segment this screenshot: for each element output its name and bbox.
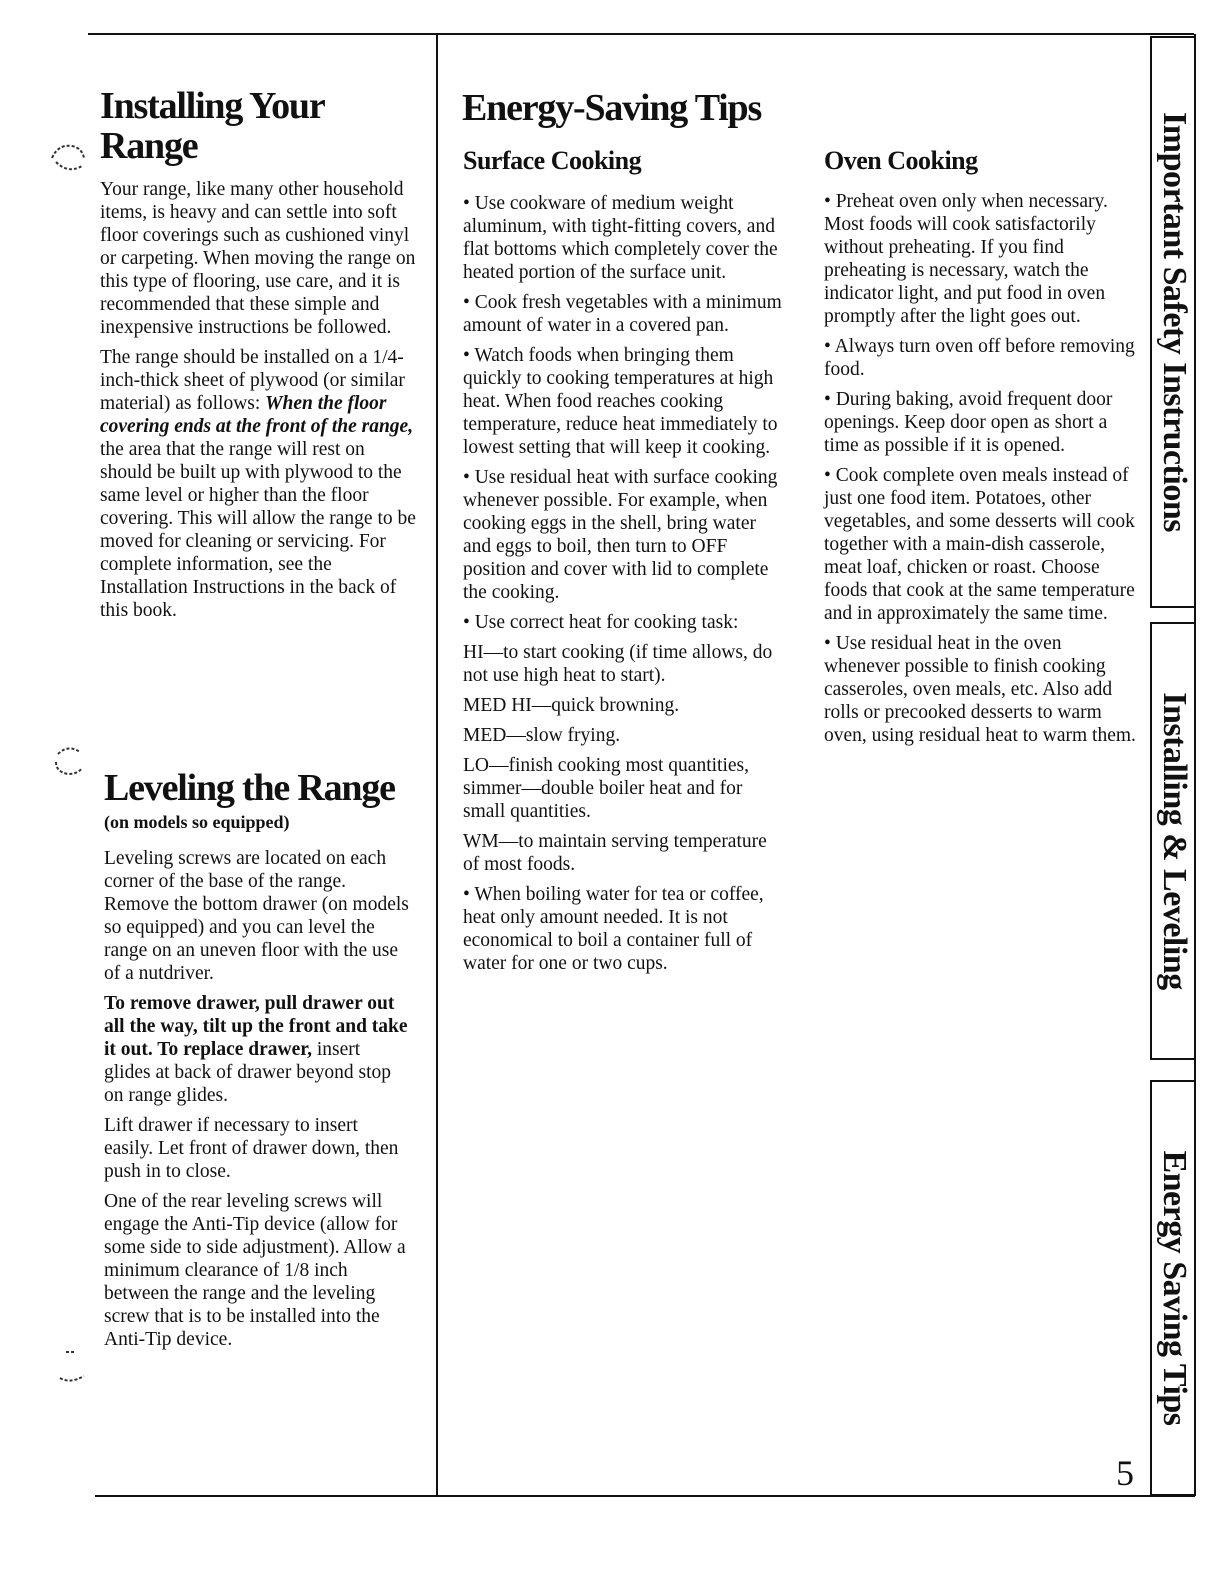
tab-installing-leveling[interactable]: Installing & Leveling — [1150, 622, 1196, 1060]
surface-tip: • Use correct heat for cooking task: — [463, 612, 739, 633]
heat-setting-med: MED—slow frying. — [463, 725, 621, 746]
range-icon — [56, 1346, 90, 1391]
column-divider — [436, 34, 438, 1496]
surface-tip: • When boiling water for tea or coffee, heat only amount needed. It is not economical to boil a container full of water for one or two cups. — [463, 884, 764, 974]
oven-tip: • Cook complete oven meals instead of just one food item. Potatoes, other vegetables, and some desserts will cook together with a main-dish casserole, meat loaf, chicken or roast. Choose foods that cook at the same temperature and in approximately the same time. — [824, 465, 1135, 624]
heat-setting-hi: HI—to start cooking (if time allows, do not use high heat to start). — [463, 642, 773, 686]
installing-para-1: Your range, like many other household items, is heavy and can settle into soft floor coverings such as cushioned vinyl or carpeting. When moving the range on this type of flooring, use care, and it is recommended that these simple and inexpensive instructions be followed. — [100, 179, 416, 338]
leveling-para-3: Lift drawer if necessary to insert easily. Let front of drawer down, then push in to close. — [104, 1115, 399, 1182]
tab-important-safety[interactable]: Important Safety Instructions — [1150, 36, 1196, 608]
oven-cooking-section — [824, 146, 1136, 754]
leveling-subtitle: (on models so equipped) — [104, 812, 290, 832]
surface-tip: • Cook fresh vegetables with a minimum amount of water in a covered pan. — [463, 292, 782, 336]
page-number: 5 — [1116, 1453, 1134, 1493]
surface-cooking-section — [463, 146, 783, 982]
installing-section — [100, 86, 418, 629]
heat-setting-lo: LO—finish cooking most quantities, simmer—double boiler heat and for small quantities. — [463, 755, 749, 822]
range-icon — [50, 742, 90, 787]
leveling-section — [104, 766, 410, 1358]
oven-tip: • During baking, avoid frequent door openings. Keep door open as short a time as possible if it is opened. — [824, 389, 1113, 456]
oven-cooking-heading: Oven Cooking — [824, 146, 978, 175]
surface-tip: • Use cookware of medium weight aluminum, with tight-fitting covers, and flat bottoms which completely cover the heated portion of the surface unit. — [463, 193, 778, 283]
range-icon — [46, 140, 92, 185]
surface-tip: • Use residual heat with surface cooking whenever possible. For example, when cooking eggs in the shell, bring water and eggs to boil, then turn to OFF position and cover with lid to complete the cooking. — [463, 467, 778, 603]
oven-tip: • Use residual heat in the oven whenever possible to finish cooking casseroles, oven meals, etc. Also add rolls or precooked desserts to warm oven, using residual heat to warm them. — [824, 633, 1136, 746]
leveling-para-2: To remove drawer, pull drawer out all the way, tilt up the front and take it out. To replace drawer, insert glides at back of drawer beyond stop on range glides. — [104, 993, 408, 1106]
leveling-title: Leveling the Range — [104, 767, 395, 809]
leveling-para-4: One of the rear leveling screws will engage the Anti-Tip device (allow for some side to side adjustment). Allow a minimum clearance of 1/8 inch between the range and the leveling screw that is to be installed into the Anti-Tip device. — [104, 1191, 406, 1350]
surface-cooking-heading: Surface Cooking — [463, 146, 642, 175]
tab-energy-saving[interactable]: Energy Saving Tips — [1150, 1080, 1196, 1496]
oven-tip: • Always turn oven off before removing food. — [824, 336, 1135, 380]
installing-para-2: The range should be installed on a 1/4-inch-thick sheet of plywood (or similar material) as follows: When the floor covering ends at the front of the range, the area that the range will rest on should be built up with plywood to the same level or higher than the floor covering. This will allow the range to be moved for cleaning or servicing. For complete information, see the Installation Instructions in the back of this book. — [100, 347, 416, 621]
leveling-para-1: Leveling screws are located on each corner of the base of the range. Remove the bottom drawer (on models so equipped) and you can level the range on an uneven floor with the use of a nutdriver. — [104, 848, 409, 984]
bottom-rule — [95, 1495, 1195, 1497]
heat-setting-med-hi: MED HI—quick browning. — [463, 695, 680, 716]
surface-tip: • Watch foods when bringing them quickly to cooking temperatures at high heat. When food reaches cooking temperature, reduce heat immediately to lowest setting that will keep it cooking. — [463, 345, 778, 458]
oven-tip: • Preheat oven only when necessary. Most foods will cook satisfactorily without preheating. If you find preheating is necessary, watch the indicator light, and put food in oven promptly after the light goes out. — [824, 191, 1108, 327]
heat-setting-wm: WM—to maintain serving temperature of most foods. — [463, 831, 767, 875]
energy-title: Energy-Saving Tips — [462, 87, 762, 129]
top-rule — [88, 33, 1194, 35]
installing-title: Installing Your Range — [100, 85, 325, 167]
